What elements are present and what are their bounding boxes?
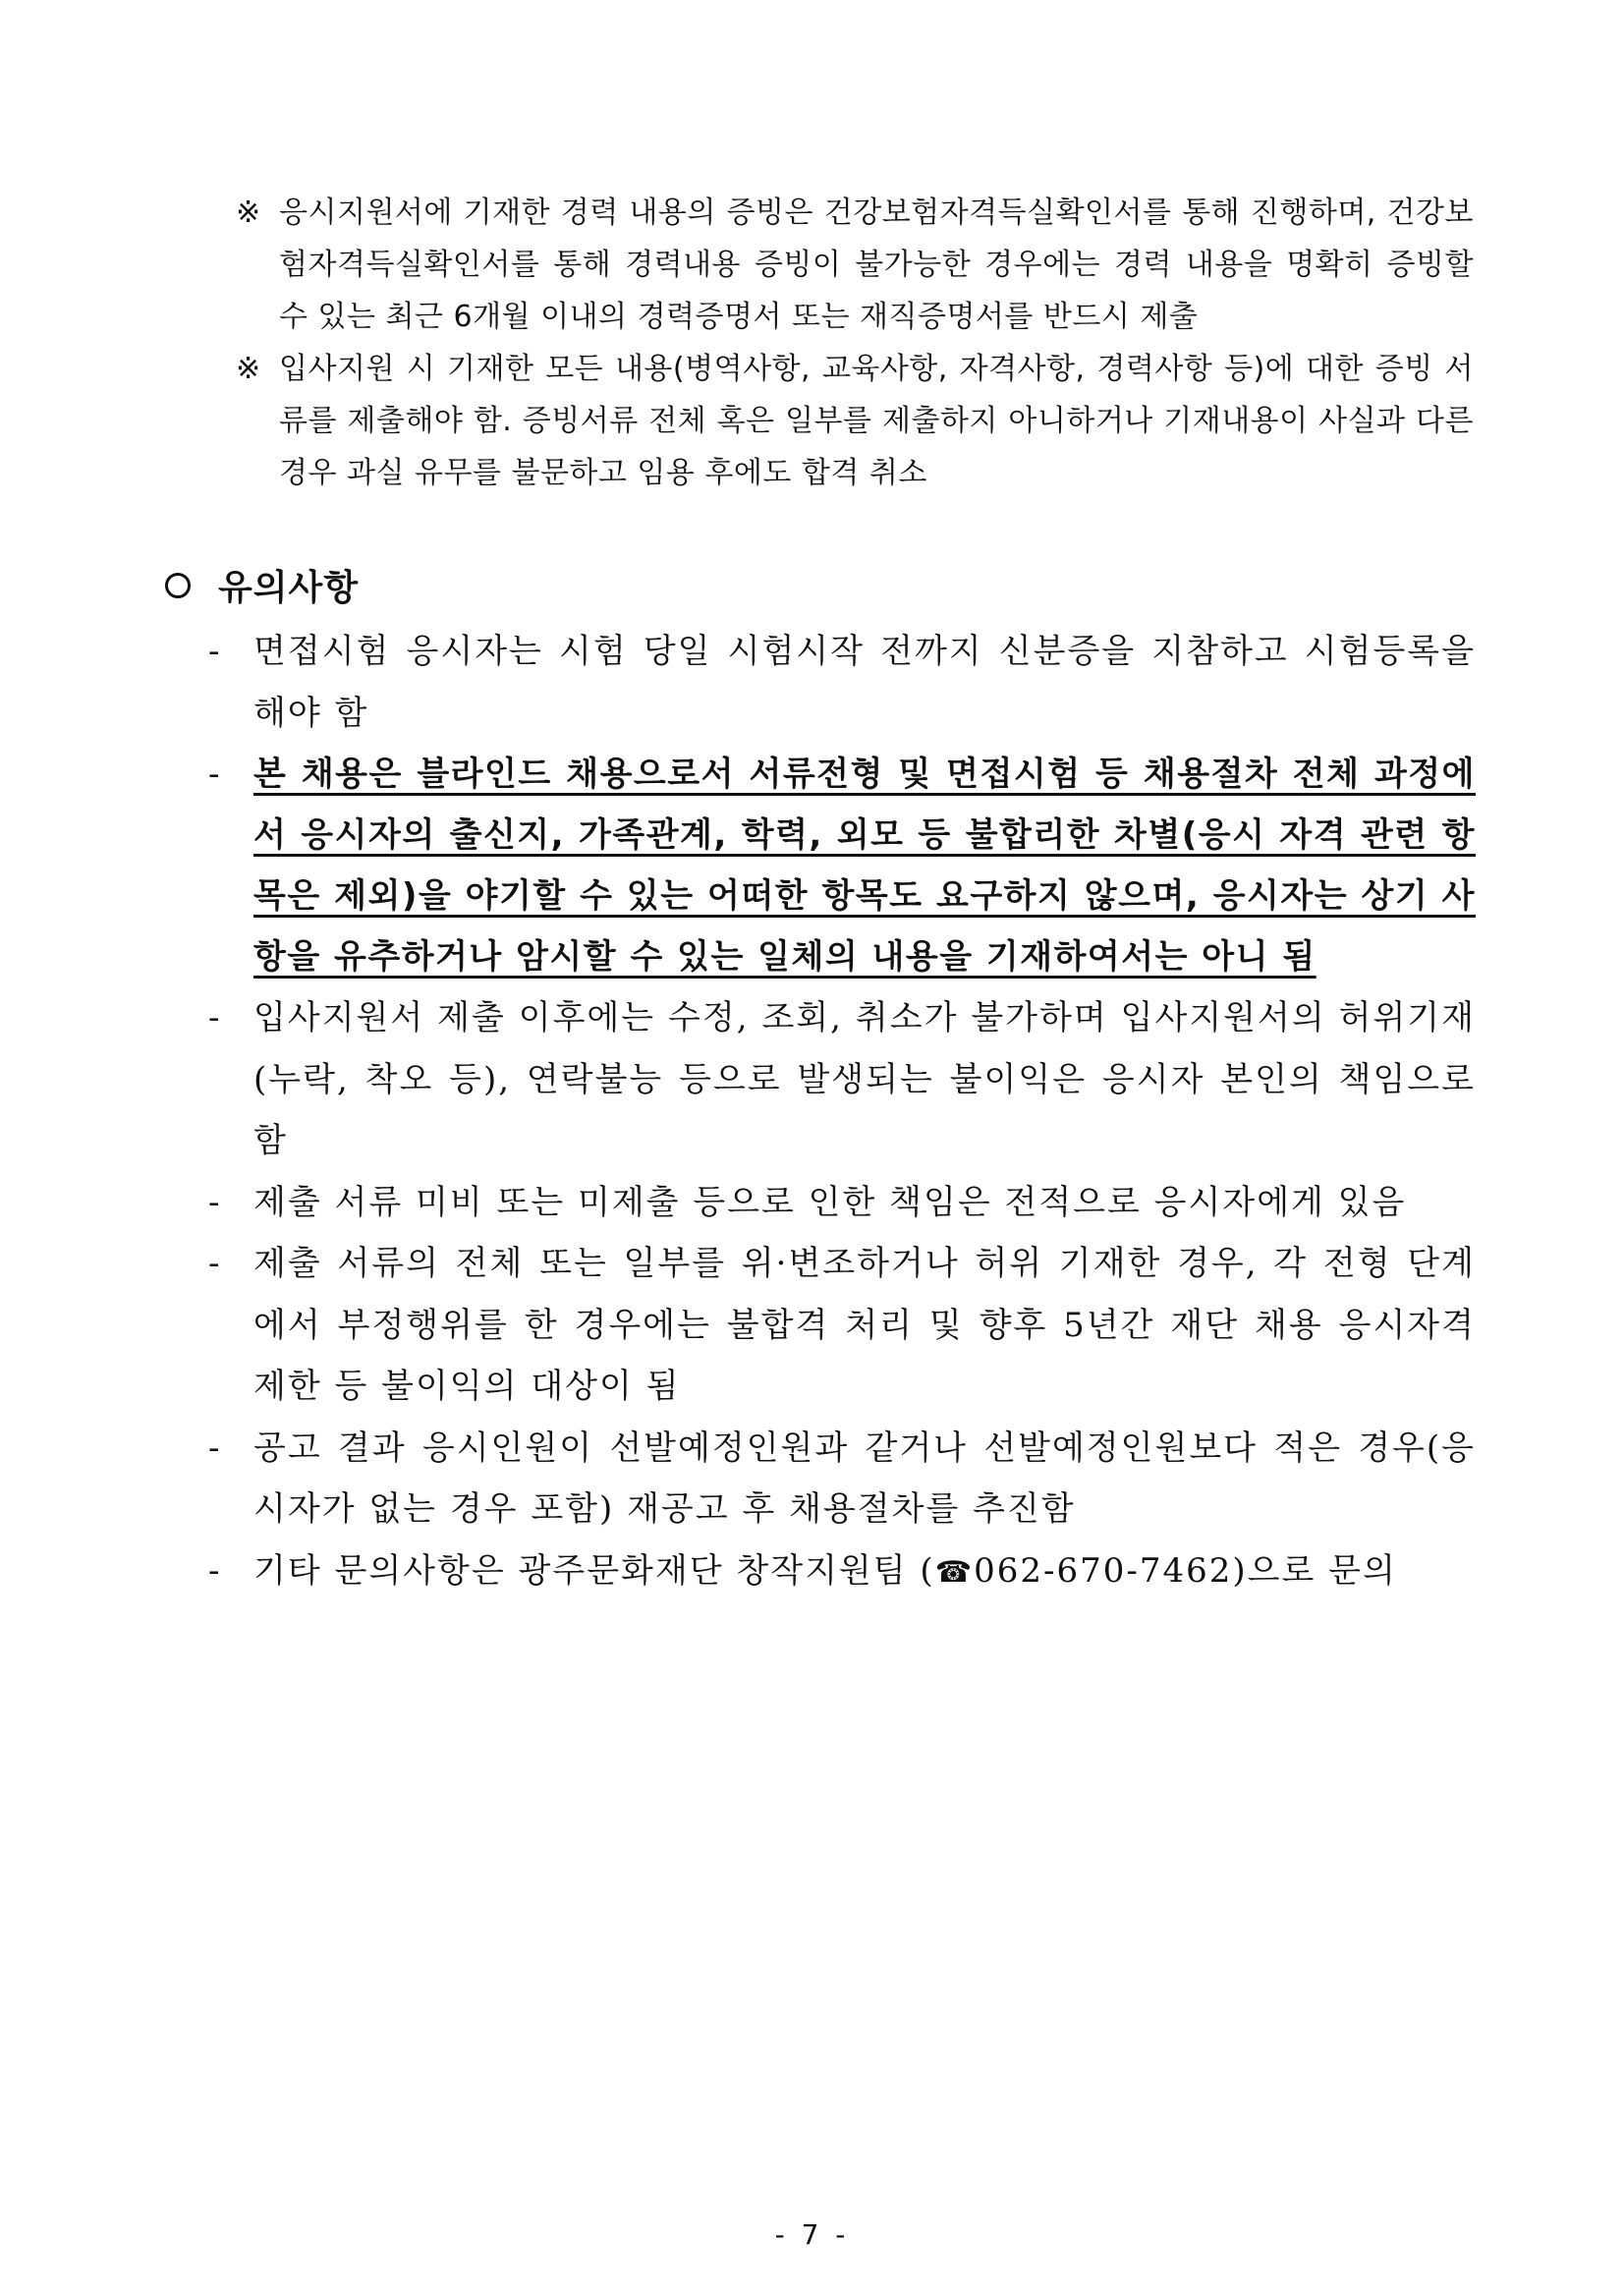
list-item-text: 본 채용은 블라인드 채용으로서 서류전형 및 면접시험 등 채용절차 전체 과정에서 응시자의 출신지, 가족관계, 학력, 외모 등 불합리한 차별(응시 자격 관련 항목은 제외)을 야기할 수 있는 어떠한 항목도 요구하지 않으며, 응시자는 상기 사항을 유추하거나 암시할 수 있는 일체의 내용을 기재하여서는 아니 됨 [253, 755, 1476, 977]
dash-bullet: - [208, 1244, 222, 1283]
list-item-text: 입사지원서 제출 이후에는 수정, 조회, 취소가 불가하며 입사지원서의 허위기재(누락, 착오 등), 연락불능 등으로 발생되는 불이익은 응시자 본인의 책임으로 함 [253, 998, 1476, 1160]
note-item [236, 343, 1474, 499]
list-item-text: 공고 결과 응시인원이 선발예정인원과 같거나 선발예정인원보다 적은 경우(응시자가 없는 경우 포함) 재공고 후 채용절차를 추진함 [253, 1428, 1476, 1529]
reference-notes [236, 187, 1474, 499]
circle-bullet-icon [165, 573, 191, 598]
note-item [236, 187, 1474, 343]
section-title: 유의사항 [218, 568, 360, 608]
contact-text-after: )으로 문의 [1232, 1550, 1397, 1591]
list-item-contact [208, 1540, 1476, 1604]
dash-bullet: - [208, 755, 222, 794]
list-item [208, 1172, 1476, 1234]
dash-bullet: - [208, 998, 222, 1037]
list-item-text [253, 1540, 1476, 1604]
list-item-text: 면접시험 응시자는 시험 당일 시험시작 전까지 신분증을 지참하고 시험등록을 해야 함 [253, 632, 1476, 733]
list-item [208, 987, 1476, 1172]
list-item-text: 제출 서류 미비 또는 미제출 등으로 인한 책임은 전적으로 응시자에게 있음 [253, 1182, 1407, 1222]
dash-bullet: - [208, 1428, 222, 1468]
dash-bullet: - [208, 632, 222, 671]
phone-number: 062-670-7462 [974, 1550, 1233, 1591]
reference-mark: ※ [236, 196, 261, 230]
note-text: 응시지원서에 기재한 경력 내용의 증빙은 건강보험자격득실확인서를 통해 진행하며, 건강보험자격득실확인서를 통해 경력내용 증빙이 불가능한 경우에는 경력 내용을 명확히 증빙할 수 있는 최근 6개월 이내의 경력증명서 또는 재직증명서를 반드시 제출 [279, 196, 1474, 334]
list-item-text: 제출 서류의 전체 또는 일부를 위·변조하거나 허위 기재한 경우, 각 전형 단계에서 부정행위를 한 경우에는 불합격 처리 및 향후 5년간 재단 채용 응시자격 제한 등 불이익의 대상이 됨 [253, 1244, 1476, 1406]
list-item [208, 1233, 1476, 1418]
dash-bullet: - [208, 1550, 222, 1591]
list-item [208, 621, 1476, 744]
list-item-emphasized [208, 744, 1476, 987]
section-heading [165, 560, 359, 610]
note-text: 입사지원 시 기재한 모든 내용(병역사항, 교육사항, 자격사항, 경력사항 등)에 대한 증빙 서류를 제출해야 함. 증빙서류 전체 혹은 일부를 제출하지 아니하거나 기재내용이 사실과 다른 경우 과실 유무를 불문하고 임용 후에도 합격 취소 [279, 352, 1474, 490]
phone-icon: ☎ [934, 1554, 975, 1590]
dash-bullet: - [208, 1182, 222, 1222]
page-number: - 7 - [774, 2218, 850, 2251]
reference-mark: ※ [236, 352, 261, 386]
list-item [208, 1418, 1476, 1540]
notice-list [208, 621, 1476, 1603]
contact-text-before: 기타 문의사항은 광주문화재단 창작지원팀 ( [253, 1550, 935, 1591]
